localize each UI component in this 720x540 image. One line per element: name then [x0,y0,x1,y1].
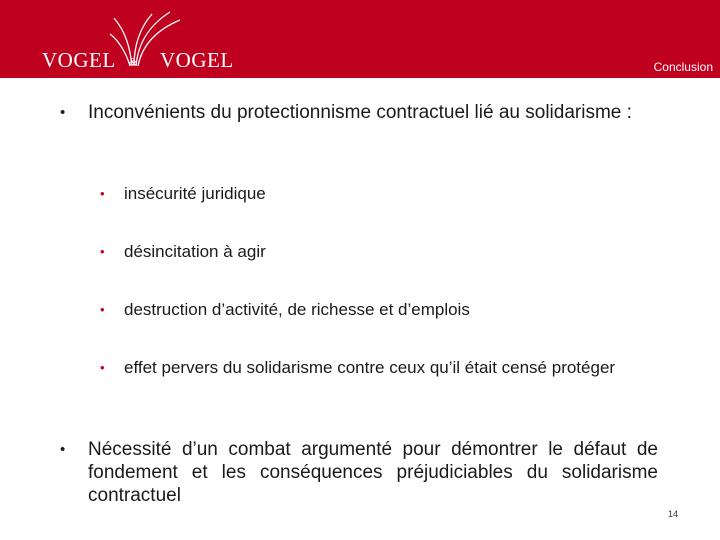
bullet-inconvenients [60,101,658,124]
bullet-necessite [60,438,658,507]
header-band [0,0,720,78]
logo-word-right: VOGEL [160,48,234,72]
bullet-marker: • [60,441,66,458]
sub-bullet-marker: • [100,360,105,375]
page-number: 14 [667,509,678,519]
logo-ampersand: & [129,57,137,68]
sub-bullet-text: désincitation à agir [124,242,266,261]
sub-bullet-text: effet pervers du solidarisme contre ceux qu’il était censé protéger [124,358,616,377]
vogel-logo [42,8,242,74]
section-label: Conclusion [653,60,713,74]
sub-bullet-text: insécurité juridique [124,184,266,203]
bullet-text: Nécessité d’un combat argumenté pour démontrer le défaut de fondement et les conséquences préjudiciables du solidarisme contractuel [88,439,658,506]
bullet-text: Inconvénients du protectionnisme contractuel lié au solidarisme : [88,102,632,123]
sub-bullet-marker: • [100,302,105,317]
sub-bullet [100,183,658,204]
sub-bullet [100,241,658,262]
sub-bullet [100,299,658,320]
logo-word-left: VOGEL [42,48,116,72]
bullet-marker: • [60,104,66,121]
sub-bullet-marker: • [100,244,105,259]
sub-bullet-marker: • [100,186,105,201]
sub-bullet [100,357,658,378]
sub-bullet-text: destruction d’activité, de richesse et d’emplois [124,300,470,319]
